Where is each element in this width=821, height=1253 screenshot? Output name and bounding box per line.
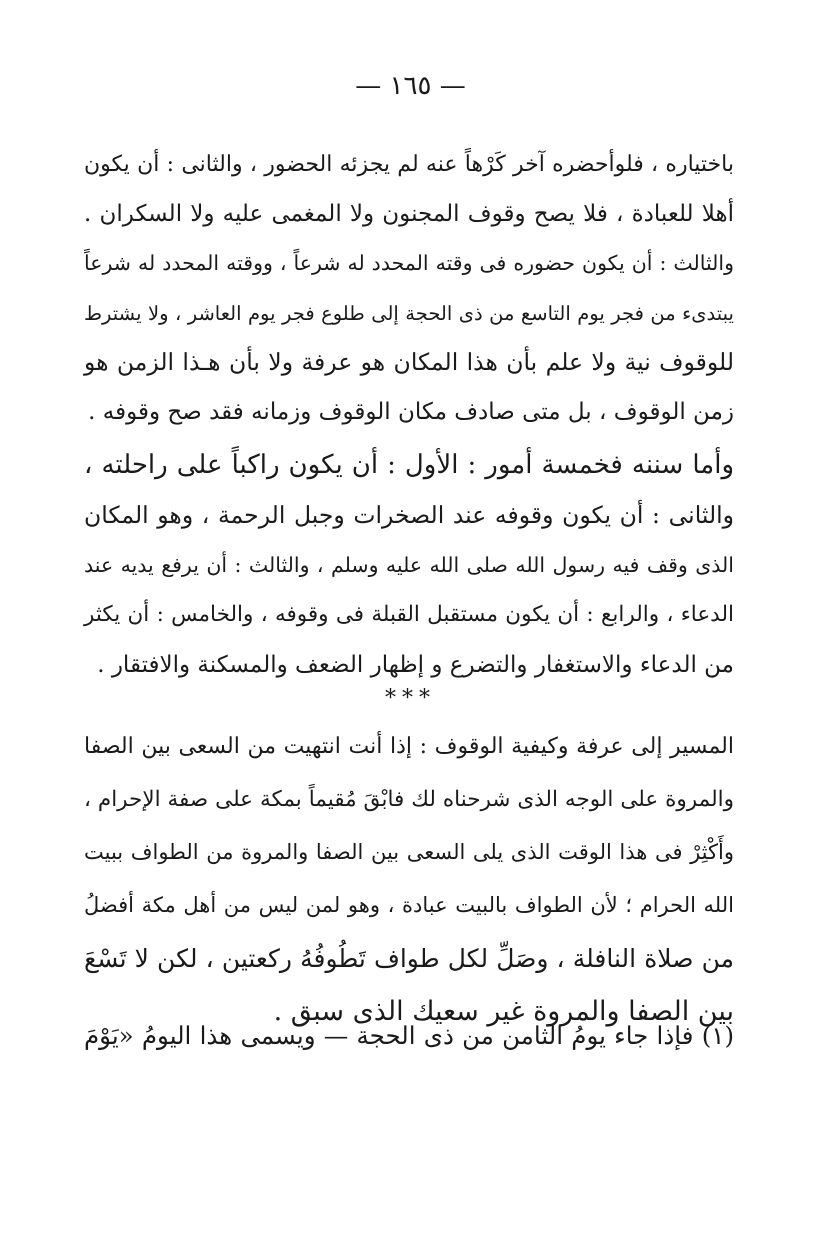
text-line: المسير إلى عرفة وكيفية الوقوف : إذا أنت انتهيت من السعى بين الصفا bbox=[84, 734, 734, 759]
text-line: الذى وقف فيه رسول الله صلى الله عليه وسلم ، والثالث : أن يرفع يديه عند bbox=[84, 553, 734, 577]
text-line: والثالث : أن يكون حضوره فى وقته المحدد له شرعاً ، ووقته المحدد له شرعاً bbox=[84, 251, 734, 275]
text-line: والثانى : أن يكون وقوفه عند الصخرات وجبل الرحمة ، وهو المكان bbox=[84, 501, 734, 529]
paragraph-journey-to-arafah bbox=[84, 720, 734, 1038]
text-line: الدعاء ، والرابع : أن يكون مستقبل القبلة فى وقوفه ، والخامس : أن يكثر bbox=[84, 602, 734, 627]
text-line: والمروة على الوجه الذى شرحناه لك فابْقَ مُقيماً بمكة على صفة الإحرام ، bbox=[84, 787, 734, 812]
paragraph-standing-conditions bbox=[84, 140, 734, 437]
text-line: وأَكْثِرْ فى هذا الوقت الذى يلى السعى بين الصفا والمروة من الطواف ببيت bbox=[84, 840, 734, 864]
text-line: زمن الوقوف ، بل متى صادف مكان الوقوف وزمانه فقد صح وقوفه . bbox=[88, 398, 734, 425]
text-line: باختياره ، فلوأحضره آخر كَرْهاً عنه لم يجزئه الحضور ، والثانى : أن يكون bbox=[84, 152, 734, 177]
paragraph-standing-sunnahs bbox=[84, 440, 734, 690]
text-line: للوقوف نية ولا علم بأن هذا المكان هو عرفة ولا بأن هـذا الزمن هو bbox=[84, 348, 734, 376]
section-separator: *** bbox=[385, 686, 436, 711]
page-number: — ١٦٥ — bbox=[355, 71, 466, 101]
text-line: وأما سننه فخمسة أمور : الأول : أن يكون راكباً على راحلته ، bbox=[84, 450, 734, 480]
text-line: بين الصفا والمروة غير سعيك الذى سبق . bbox=[273, 996, 734, 1027]
text-line: (١) فإذا جاء يومُ الثامن من ذى الحجة — ويسمى هذا اليومُ «يَوْمَ bbox=[84, 1021, 734, 1050]
text-line: من صلاة النافلة ، وصَلِّ لكل طواف تَطُوفُهُ ركعتين ، لكن لا تَسْعَ bbox=[84, 944, 734, 973]
text-line: يبتدىء من فجر يوم التاسع من ذى الحجة إلى طلوع فجر يوم العاشر ، ولا يشترط bbox=[84, 301, 734, 325]
paragraph-eighth-day bbox=[84, 1010, 734, 1062]
text-line: الله الحرام ؛ لأن الطواف بالبيت عبادة ، وهو لمن ليس من أهل مكة أفضلُ bbox=[84, 893, 734, 917]
text-line: من الدعاء والاستغفار والتضرع و إظهار الضعف والمسكنة والافتقار . bbox=[97, 652, 734, 678]
text-line: أهلا للعبادة ، فلا يصح وقوف المجنون ولا المغمى عليه ولا السكران . bbox=[84, 200, 734, 227]
